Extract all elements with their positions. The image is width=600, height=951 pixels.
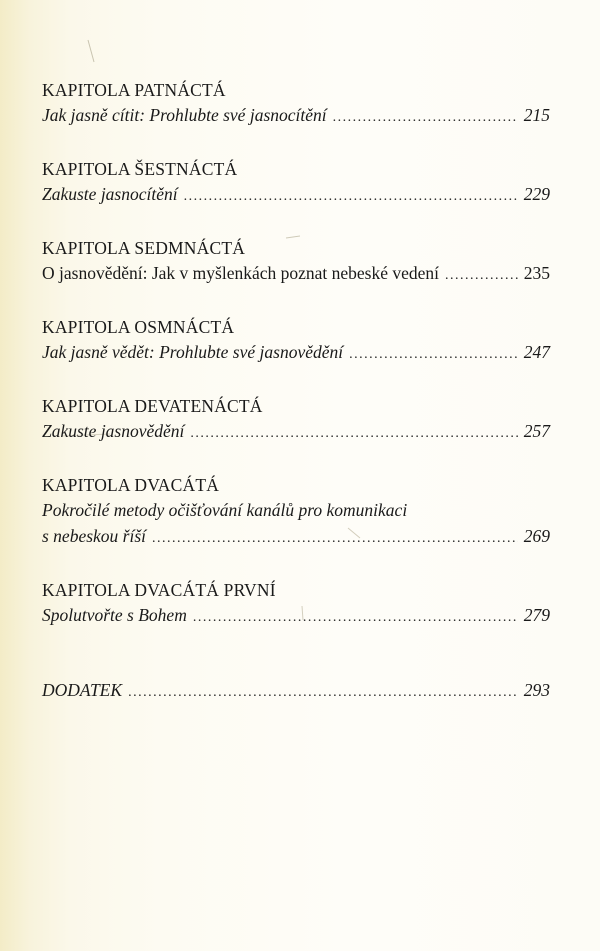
toc-entry-chapter-19	[42, 394, 550, 447]
chapter-title: s nebeskou říší	[42, 526, 147, 546]
dot-leader	[445, 263, 518, 289]
toc-entry-appendix	[42, 677, 550, 706]
page-number: 215	[523, 105, 550, 125]
chapter-title: Zakuste jasnovědění	[42, 421, 185, 441]
chapter-title: Jak jasně vědět: Prohlubte své jasnovědění	[42, 342, 344, 362]
chapter-heading: KAPITOLA ŠESTNÁCTÁ	[42, 159, 238, 179]
appendix-title: DODATEK	[42, 680, 123, 700]
chapter-title-first-line: Pokročilé metody očišťování kanálů pro komunikaci	[42, 500, 408, 520]
chapter-title-line	[42, 418, 550, 447]
chapter-title: Spolutvořte s Bohem	[42, 605, 187, 625]
dot-leader	[152, 526, 518, 552]
page-number: 247	[523, 342, 550, 362]
chapter-title-line	[42, 102, 550, 131]
chapter-heading: KAPITOLA OSMNÁCTÁ	[42, 317, 235, 337]
dot-leader	[349, 342, 518, 368]
dot-leader	[193, 605, 518, 631]
toc-entry-chapter-16	[42, 157, 550, 210]
dot-leader	[190, 421, 517, 447]
table-of-contents	[42, 78, 550, 706]
chapter-title: Zakuste jasnocítění	[42, 184, 178, 204]
appendix-line	[42, 677, 550, 706]
toc-entry-chapter-15	[42, 78, 550, 131]
page-number: 293	[523, 680, 550, 700]
toc-entry-chapter-18	[42, 315, 550, 368]
chapter-heading: KAPITOLA DEVATENÁCTÁ	[42, 396, 263, 416]
toc-entry-chapter-20	[42, 473, 550, 552]
dot-leader	[333, 105, 518, 131]
toc-entry-chapter-17	[42, 236, 550, 289]
chapter-title-line	[42, 181, 550, 210]
page-number: 229	[523, 184, 550, 204]
paper-scratch	[88, 40, 94, 62]
dot-leader	[184, 184, 518, 210]
chapter-title-line	[42, 523, 550, 552]
chapter-title: Jak jasně cítit: Prohlubte své jasnocítění	[42, 105, 327, 125]
page-number: 235	[523, 263, 550, 283]
chapter-heading: KAPITOLA PATNÁCTÁ	[42, 80, 226, 100]
chapter-heading: KAPITOLA DVACÁTÁ	[42, 475, 220, 495]
page-number: 257	[523, 421, 550, 441]
chapter-heading: KAPITOLA SEDMNÁCTÁ	[42, 238, 246, 258]
chapter-title: O jasnovědění: Jak v myšlenkách poznat nebeské vedení	[42, 263, 440, 283]
toc-entry-chapter-21	[42, 578, 550, 631]
page-number: 279	[523, 605, 550, 625]
chapter-title-line	[42, 339, 550, 368]
dot-leader	[128, 680, 518, 706]
page-number: 269	[523, 526, 550, 546]
chapter-title-line	[42, 260, 550, 289]
chapter-title-line	[42, 602, 550, 631]
chapter-heading: KAPITOLA DVACÁTÁ PRVNÍ	[42, 580, 276, 600]
